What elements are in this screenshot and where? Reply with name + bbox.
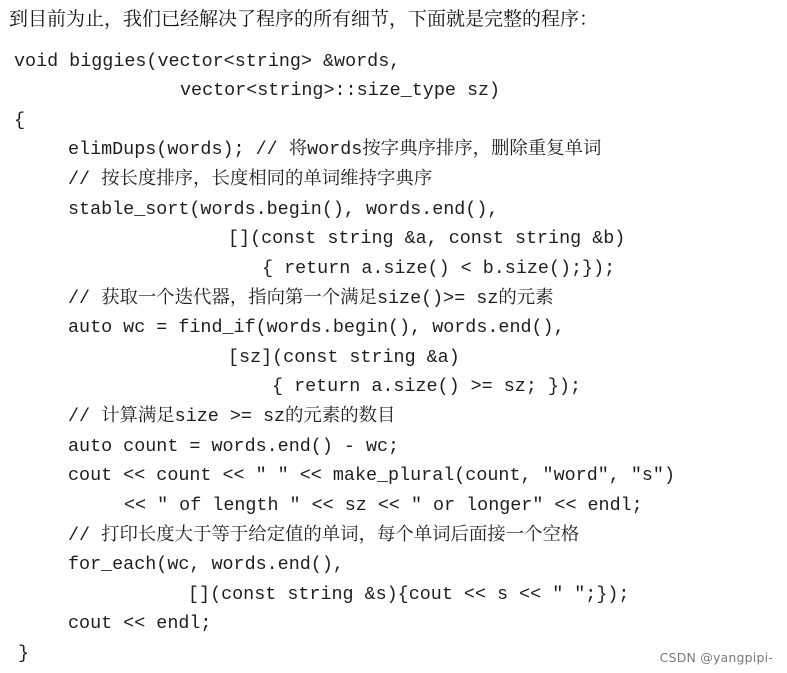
code-comment: // 计算满足size >= sz的元素的数目 bbox=[68, 406, 396, 427]
watermark: CSDN @yangpipi- bbox=[659, 650, 773, 665]
code-line: [](const string &a, const string &b) bbox=[228, 228, 626, 249]
code-line: vector<string>::size_type sz) bbox=[180, 80, 501, 101]
code-line: cout << count << " " << make_plural(count, "word", "s") bbox=[68, 465, 675, 486]
code-line: [sz](const string &a) bbox=[228, 347, 460, 368]
code-comment: // 按长度排序，长度相同的单词维持字典序 bbox=[68, 169, 433, 190]
code-line: for_each(wc, words.end(), bbox=[68, 554, 344, 575]
code-line: [](const string &s){cout << s << " ";}); bbox=[188, 584, 630, 605]
code-line: { bbox=[14, 110, 26, 131]
code-line: auto count = words.end() - wc; bbox=[68, 436, 400, 457]
code-line: elimDups(words); // 将words按字典序排序，删除重复单词 bbox=[68, 139, 602, 160]
code-line: auto wc = find_if(words.begin(), words.end(), bbox=[68, 317, 565, 338]
code-comment: // 获取一个迭代器，指向第一个满足size()>= sz的元素 bbox=[68, 288, 554, 309]
code-line: << " of length " << sz << " or longer" << endl; bbox=[124, 495, 643, 516]
intro-paragraph: 到目前为止，我们已经解决了程序的所有细节，下面就是完整的程序： bbox=[9, 8, 599, 30]
code-line: cout << endl; bbox=[68, 613, 212, 634]
code-line: { return a.size() >= sz; }); bbox=[272, 376, 582, 397]
code-line: stable_sort(words.begin(), words.end(), bbox=[68, 199, 499, 220]
code-line: void biggies(vector<string> &words, bbox=[14, 51, 401, 72]
code-line: { return a.size() < b.size();}); bbox=[262, 258, 616, 279]
code-line: } bbox=[18, 643, 30, 664]
code-comment: // 打印长度大于等于给定值的单词，每个单词后面接一个空格 bbox=[68, 525, 580, 546]
